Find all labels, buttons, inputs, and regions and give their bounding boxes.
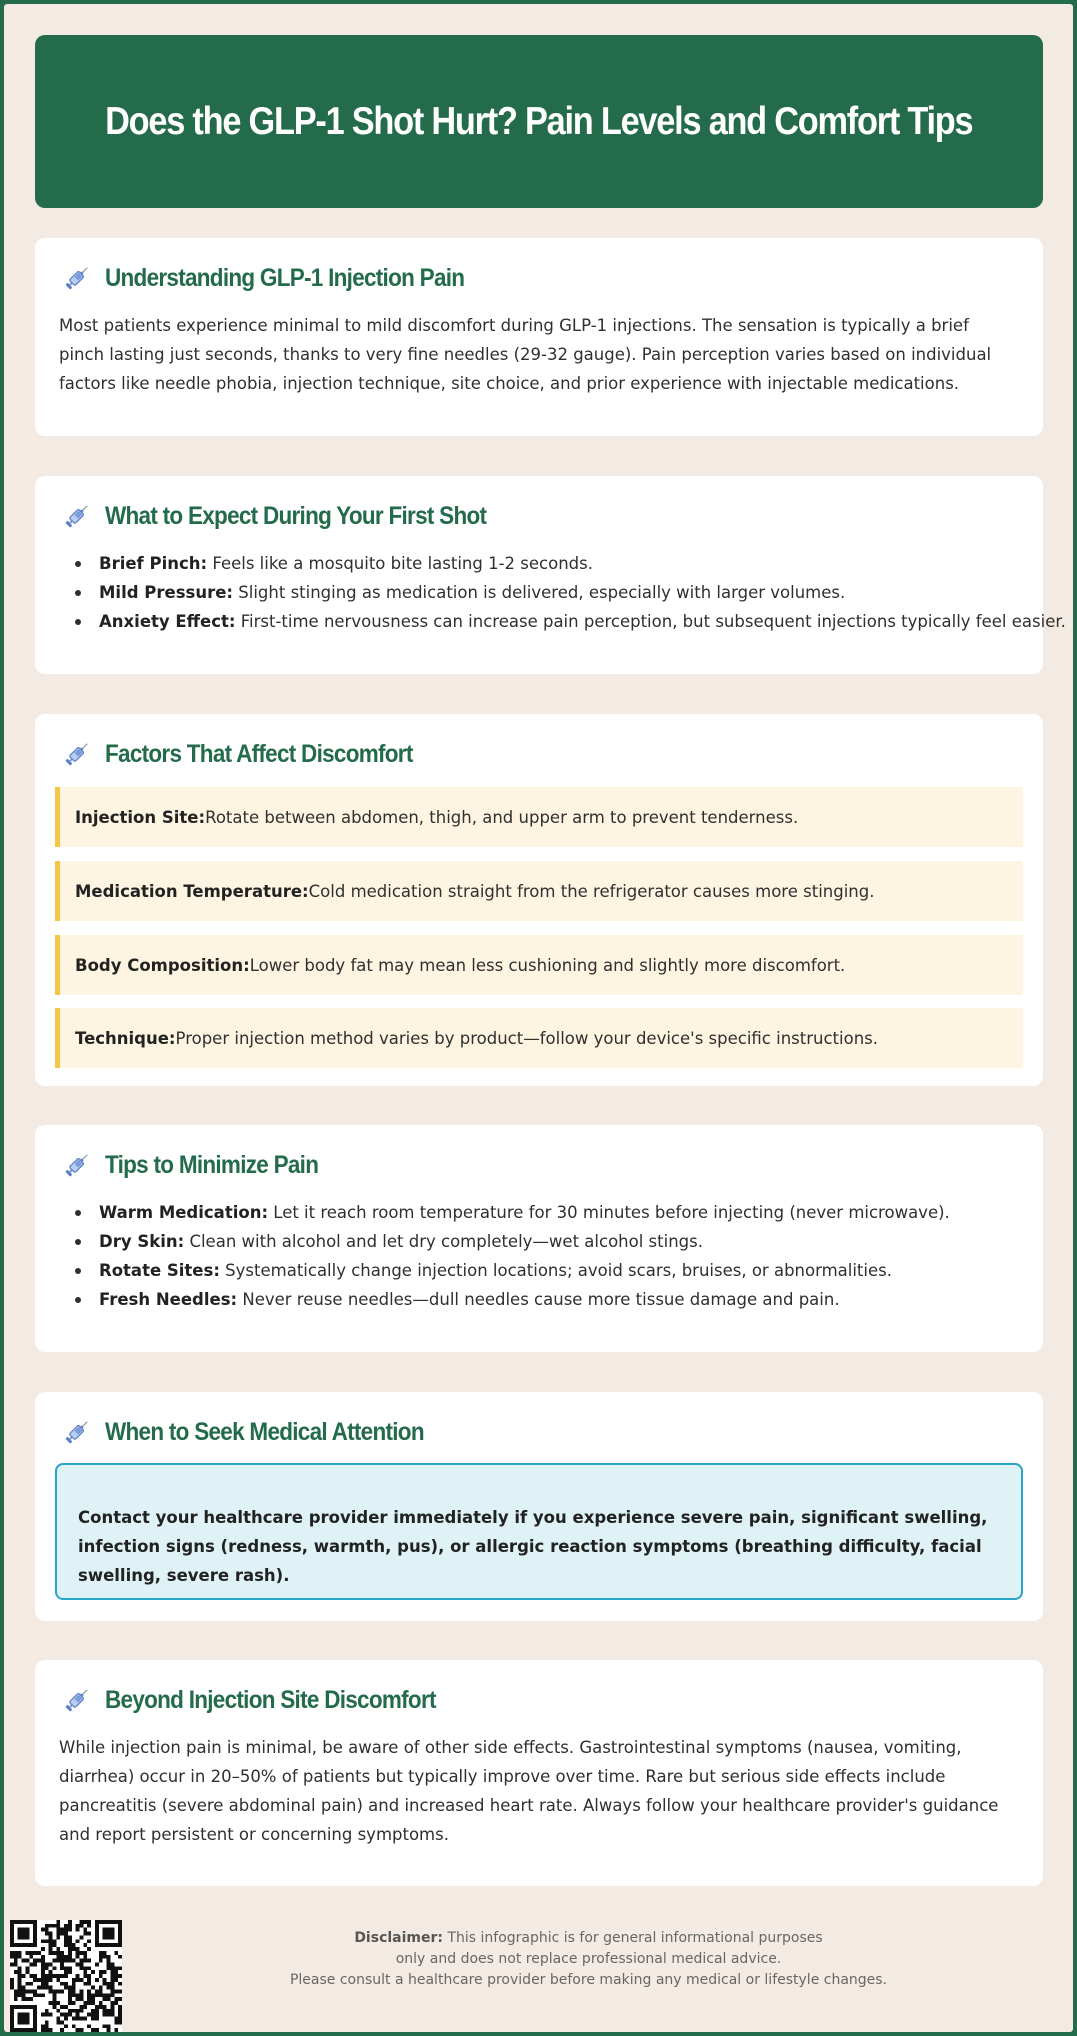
page-frame — [4, 4, 1073, 2032]
syringe-icon — [61, 500, 93, 532]
card-beyond — [35, 1660, 1043, 1886]
item-label: Dry Skin: — [99, 1232, 185, 1251]
item-label: Brief Pinch: — [99, 554, 208, 573]
factor-box — [55, 935, 1023, 995]
syringe-icon — [61, 738, 93, 770]
card-header — [61, 1149, 342, 1181]
factor-box — [55, 861, 1023, 921]
tips-list — [59, 1198, 1023, 1314]
disclaimer-text: This infographic is for general informational purposes — [443, 1930, 823, 1946]
card-factors — [35, 714, 1043, 1086]
item-text: Let it reach room temperature for 30 minutes before injecting (never microwave). — [268, 1203, 950, 1222]
card-first-shot — [35, 476, 1066, 674]
section-heading: Understanding GLP-1 Injection Pain — [105, 263, 465, 292]
list-item — [59, 1227, 1023, 1256]
item-text: Systematically change injection locations; avoid scars, bruises, or abnormalities. — [219, 1261, 892, 1280]
syringe-icon — [61, 262, 93, 294]
card-header — [61, 738, 447, 770]
card-seek-attention — [35, 1392, 1043, 1621]
factor-text: Lower body fat may mean less cushioning and slightly more discomfort. — [249, 955, 846, 975]
list-item — [59, 1256, 1023, 1285]
factor-label: Body Composition: — [75, 955, 250, 975]
syringe-icon — [61, 1684, 93, 1716]
item-label: Warm Medication: — [99, 1203, 269, 1222]
list-item — [59, 1198, 1023, 1227]
card-tips — [35, 1125, 1043, 1352]
footer — [4, 1914, 1073, 2032]
syringe-icon — [61, 1416, 93, 1448]
item-text: Never reuse needles—dull needles cause more tissue damage and pain. — [237, 1290, 840, 1309]
factor-text: Cold medication straight from the refrigerator causes more stinging. — [308, 881, 875, 901]
item-text: Feels like a mosquito bite lasting 1-2 seconds. — [207, 554, 593, 573]
section-heading: When to Seek Medical Attention — [105, 1417, 424, 1446]
item-label: Anxiety Effect: — [99, 612, 236, 631]
factor-text: Rotate between abdomen, thigh, and upper arm to prevent tenderness. — [205, 807, 799, 827]
qr-code — [10, 1920, 122, 2032]
disclaimer-label: Disclaimer: — [354, 1930, 443, 1946]
list-item — [59, 607, 1066, 636]
item-text: Clean with alcohol and let dry completely—wet alcohol stings. — [184, 1232, 703, 1251]
card-header — [61, 262, 504, 294]
item-label: Mild Pressure: — [99, 583, 234, 602]
list-item — [59, 578, 1023, 607]
disclaimer-text: Please consult a healthcare provider before making any medical or lifestyle changes. — [289, 1972, 888, 1988]
section-heading: Tips to Minimize Pain — [105, 1150, 319, 1179]
factor-label: Technique: — [75, 1028, 176, 1048]
title-banner — [35, 35, 1043, 208]
section-text: Most patients experience minimal to mild discomfort during GLP-1 injections. The sensation is typically a brief pinch lasting just seconds, thanks to very fine needles (29-32 gauge). Pain perception varies based on individual factors like needle phobia, injection technique, site choice, and prior experience with injectable medications. — [59, 316, 992, 393]
card-header — [61, 1416, 459, 1448]
section-text: While injection pain is minimal, be aware of other side effects. Gastrointestinal symptoms (nausea, vomiting, diarrhea) occur in 20–50% of patients but typically improve over time. Rare but serious side effects include pancreatitis (severe abdominal pain) and increased heart rate. Always follow your healthcare provider's guidance and report persistent or concerning symptoms. — [59, 1738, 999, 1844]
factor-label: Medication Temperature: — [75, 881, 309, 901]
alert-box: Contact your healthcare provider immediately if you experience severe pain, significant swelling, infection signs (redness, warmth, pus), or allergic reaction symptoms (breathing difficulty, facial swelling, severe rash). — [55, 1463, 1023, 1600]
item-label: Rotate Sites: — [99, 1261, 220, 1280]
disclaimer — [144, 1928, 1033, 1991]
card-header — [61, 500, 529, 532]
card-understanding — [35, 238, 1043, 436]
item-label: Fresh Needles: — [99, 1290, 238, 1309]
syringe-icon — [61, 1149, 93, 1181]
expect-list — [59, 549, 1066, 636]
page-title: Does the GLP-1 Shot Hurt? Pain Levels and Comfort Tips — [105, 99, 973, 143]
item-text: First-time nervousness can increase pain perception, but subsequent injections typically feel easier. — [235, 612, 1066, 631]
section-heading: What to Expect During Your First Shot — [105, 501, 487, 530]
list-item — [59, 1285, 1023, 1314]
list-item — [59, 549, 1023, 578]
section-heading: Beyond Injection Site Discomfort — [105, 1685, 436, 1714]
factor-label: Injection Site: — [75, 807, 206, 827]
factor-box — [55, 1008, 1023, 1068]
factor-text: Proper injection method varies by product—follow your device's specific instructions. — [175, 1028, 878, 1048]
factor-box — [55, 787, 1023, 847]
item-text: Slight stinging as medication is delivered, especially with larger volumes. — [233, 583, 846, 602]
disclaimer-text: only and does not replace professional medical advice. — [395, 1951, 782, 1967]
card-header — [61, 1684, 473, 1716]
section-heading: Factors That Affect Discomfort — [105, 739, 413, 768]
